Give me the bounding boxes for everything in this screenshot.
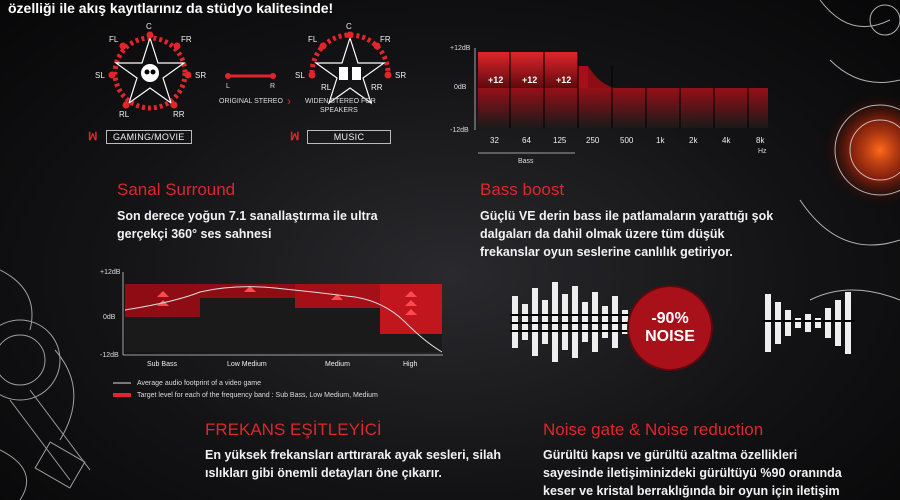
surround-diagram — [95, 18, 415, 148]
ch-rr: RR — [173, 110, 185, 119]
gain-label-125: +12 — [556, 75, 572, 85]
freq-2k: 2k — [689, 136, 698, 145]
noise-text — [543, 446, 842, 500]
eq-y-bottom: -12dB — [100, 352, 119, 359]
freq-4k: 4k — [722, 136, 731, 145]
bass-boost-chart — [440, 40, 780, 170]
freq-250: 250 — [586, 136, 600, 145]
freq-64: 64 — [522, 136, 531, 145]
bass-y-top: +12dB — [450, 45, 471, 52]
gain-label-64: +12 — [522, 75, 538, 85]
bass-text-line-2: dalgaları da dahil olmak üzere tüm düşük — [480, 227, 725, 241]
bass-range-label: Bass — [518, 158, 534, 165]
band-sub-bass: Sub Bass — [147, 361, 177, 368]
robot-decoration-right — [760, 0, 900, 330]
freq-8k: 8k — [756, 136, 765, 145]
ch-c-2: C — [346, 22, 352, 31]
noise-text-line-2: sayesinde iletişiminizdeki gürültüyü %90 oranında — [543, 466, 842, 480]
bass-text-line-3: frekanslar oyun seslerine canlılık getiriyor. — [480, 245, 733, 259]
noise-word: NOISE — [645, 328, 695, 345]
freq-1k: 1k — [656, 136, 665, 145]
noise-text-line-1: Gürültü kapsı ve gürültü azaltma özellikleri — [543, 448, 798, 462]
bass-y-bottom: -12dB — [450, 127, 469, 134]
eq-text-line-2: ıslıkları gibi önemli detayları öne çıkarır. — [205, 466, 442, 480]
ch-c: C — [146, 22, 152, 31]
noisy-waveform — [510, 282, 640, 362]
eq-y-mid: 0dB — [103, 314, 116, 321]
noise-text-line-3: keser ve kristal berraklığında bir oyun için iletişim — [543, 484, 840, 498]
gain-label-32: +12 — [488, 75, 504, 85]
freq-32: 32 — [490, 136, 499, 145]
ch-fl: FL — [109, 35, 119, 44]
surround-text — [117, 207, 378, 243]
eq-text — [205, 446, 501, 482]
eq-legend-bar: Target level for each of the frequency band : Sub Bass, Low Medium, Medium — [137, 392, 378, 399]
ch-fr-2: FR — [380, 35, 391, 44]
freq-125: 125 — [553, 136, 567, 145]
arrow-icon: › — [287, 94, 291, 108]
ch-rr-2: RR — [371, 83, 383, 92]
original-stereo-label: ORIGINAL STEREO — [219, 98, 283, 105]
bass-text — [480, 207, 773, 261]
clean-waveform — [745, 288, 865, 358]
ch-sl: SL — [95, 71, 105, 80]
band-low-medium: Low Medium — [227, 361, 267, 368]
surround-text-line-2: gerçekçi 360° ses sahnesi — [117, 227, 272, 241]
widen-label-1: WIDEN STEREO FOR — [305, 98, 376, 105]
surround-title: Sanal Surround — [117, 180, 236, 199]
eq-title: FREKANS EŞİTLEYİCİ — [205, 420, 382, 439]
eq-chart — [95, 262, 455, 402]
ch-rl-2: RL — [321, 83, 332, 92]
ch-sl-2: SL — [295, 71, 305, 80]
msi-logo-icon-2: ꟽ — [290, 131, 300, 143]
noise-percent: -90% — [651, 310, 689, 327]
bass-title: Bass boost — [480, 180, 565, 199]
mode-gaming-movie: GAMING/MOVIE — [106, 130, 192, 144]
eq-text-line-1: En yüksek frekansları arttırarak ayak sesleri, silah — [205, 448, 502, 462]
hz-unit: Hz — [758, 148, 767, 155]
widen-label-2: SPEAKERS — [320, 107, 358, 114]
ch-sr-2: SR — [395, 71, 407, 80]
bass-text-line-1: Güçlü VE derin bass ile patlamaların yarattığı şok — [480, 209, 774, 223]
stereo-l: L — [226, 83, 230, 90]
surround-text-line-1: Son derece yoğun 7.1 sanallaştırma ile ultra — [117, 209, 378, 223]
mode-music: MUSIC — [307, 130, 391, 144]
ch-fl-2: FL — [308, 35, 318, 44]
eq-y-top: +12dB — [100, 269, 121, 276]
band-high: High — [403, 361, 418, 368]
eq-legend-line: Average audio footprint of a video game — [137, 380, 262, 387]
intro-line: özelliği ile akış kayıtlarınız da stüdyo kalitesinde! — [8, 0, 334, 16]
stereo-r: R — [270, 83, 276, 90]
ch-rl: RL — [119, 110, 130, 119]
ch-sr: SR — [195, 71, 207, 80]
noise-reduction-badge — [629, 287, 711, 369]
noise-title: Noise gate & Noise reduction — [543, 420, 764, 439]
bass-y-mid: 0dB — [454, 84, 467, 91]
ch-fr: FR — [181, 35, 192, 44]
msi-logo-icon: ꟽ — [88, 131, 98, 143]
freq-500: 500 — [620, 136, 634, 145]
band-medium: Medium — [325, 361, 350, 368]
